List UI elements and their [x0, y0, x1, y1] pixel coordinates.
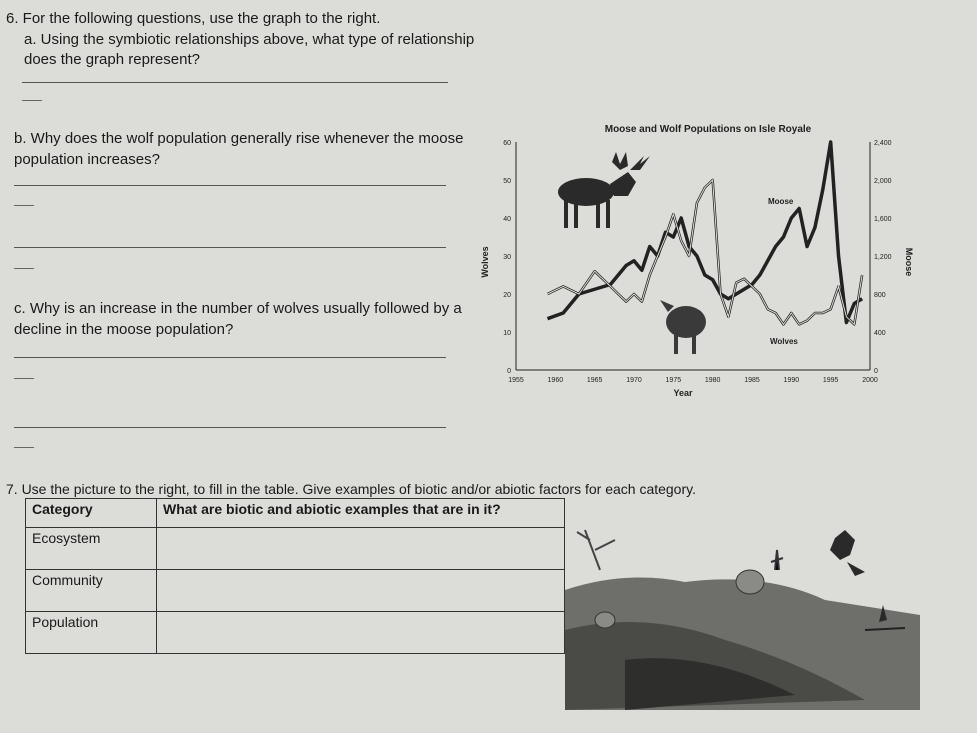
- chart-y-left-tick-label: 30: [503, 254, 511, 261]
- q6a-answer-line[interactable]: [22, 82, 448, 83]
- chart-y-right-tick-label: 1,600: [874, 216, 892, 223]
- table-row: [26, 528, 565, 570]
- row-label-population: Population: [26, 612, 157, 654]
- moose-illustration: [558, 152, 650, 228]
- chart-y-left-tick-label: 20: [503, 292, 511, 299]
- chart-xlabel: Year: [673, 388, 693, 398]
- q6b-answer-dash-2: [14, 268, 34, 269]
- q6b-line1: b. Why does the wolf population generally rise whenever the moose: [14, 130, 464, 147]
- q6b-answer-line-2[interactable]: [14, 247, 446, 248]
- q6b-answer-line-1[interactable]: [14, 185, 446, 186]
- chart-annotation-wolves: Wolves: [770, 337, 798, 346]
- row-answer-ecosystem[interactable]: [157, 528, 565, 570]
- q6a-line1: a. Using the symbiotic relationships above, what type of relationship: [24, 31, 475, 48]
- chart-x-tick-label: 1980: [704, 377, 721, 384]
- q6c-answer-line-1[interactable]: [14, 357, 446, 358]
- chart-y-left-tick-label: 0: [507, 368, 511, 375]
- q7-heading: 7. Use the picture to the right, to fill in the table. Give examples of biotic and/or abiotic factors for each category.: [6, 481, 696, 497]
- q6b-answer-dash-1: [14, 205, 34, 206]
- chart-y-right-tick-label: 400: [874, 330, 886, 337]
- table-row: [26, 612, 565, 654]
- q6c-answer-dash-2: [14, 447, 34, 448]
- row-label-community: Community: [26, 570, 157, 612]
- table-header-examples: What are biotic and abiotic examples that are in it?: [157, 499, 565, 528]
- chart-y-right-tick-label: 2,000: [874, 178, 892, 185]
- chart-y-left-tick-label: 50: [503, 178, 511, 185]
- table-header-row: [26, 499, 565, 528]
- chart-y-left-tick-label: 40: [503, 216, 511, 223]
- row-answer-community[interactable]: [157, 570, 565, 612]
- chart-ylabel-left: Wolves: [480, 246, 490, 278]
- table-row: [26, 570, 565, 612]
- chart-x-tick-label: 1955: [508, 377, 524, 384]
- chart-x-tick-label: 1990: [783, 377, 800, 384]
- moose-wolf-chart: [478, 112, 914, 410]
- category-table: [25, 498, 565, 654]
- chart-x-tick-label: 1965: [586, 377, 603, 384]
- chart-y-right-tick-label: 800: [874, 292, 886, 299]
- ecosystem-scene-illustration: [565, 510, 920, 710]
- q6a-answer-dash: [22, 100, 42, 101]
- chart-x-tick-label: 1995: [822, 377, 839, 384]
- chart-y-right-tick-label: 1,200: [874, 254, 892, 261]
- row-answer-population[interactable]: [157, 612, 565, 654]
- chart-x-tick-label: 1960: [547, 377, 564, 384]
- wolf-illustration: [660, 300, 706, 354]
- chart-x-tick-label: 1970: [626, 377, 642, 384]
- q6c-answer-line-2[interactable]: [14, 427, 446, 428]
- table-header-category: Category: [26, 499, 157, 528]
- row-label-ecosystem: Ecosystem: [26, 528, 157, 570]
- chart-y-right-tick-label: 0: [874, 368, 878, 375]
- q6c-line1: c. Why is an increase in the number of wolves usually followed by a: [14, 300, 462, 317]
- chart-x-tick-label: 1975: [665, 377, 682, 384]
- chart-ylabel-right: Moose: [904, 247, 914, 277]
- chart-annotation-moose: Moose: [768, 197, 794, 206]
- chart-title: Moose and Wolf Populations on Isle Royale: [604, 124, 812, 135]
- q6-heading: 6. For the following questions, use the graph to the right.: [6, 10, 381, 27]
- chart-x-tick-label: 2000: [862, 377, 878, 384]
- chart-y-left-tick-label: 60: [503, 140, 511, 147]
- chart-series-moose: [547, 142, 862, 323]
- q6b-line2: population increases?: [14, 151, 160, 168]
- q6a-line2: does the graph represent?: [24, 51, 200, 68]
- q6c-answer-dash-1: [14, 378, 34, 379]
- chart-x-tick-label: 1985: [744, 377, 760, 384]
- chart-y-left-tick-label: 10: [503, 330, 511, 337]
- q6c-line2: decline in the moose population?: [14, 321, 234, 338]
- chart-y-right-tick-label: 2,400: [874, 140, 892, 147]
